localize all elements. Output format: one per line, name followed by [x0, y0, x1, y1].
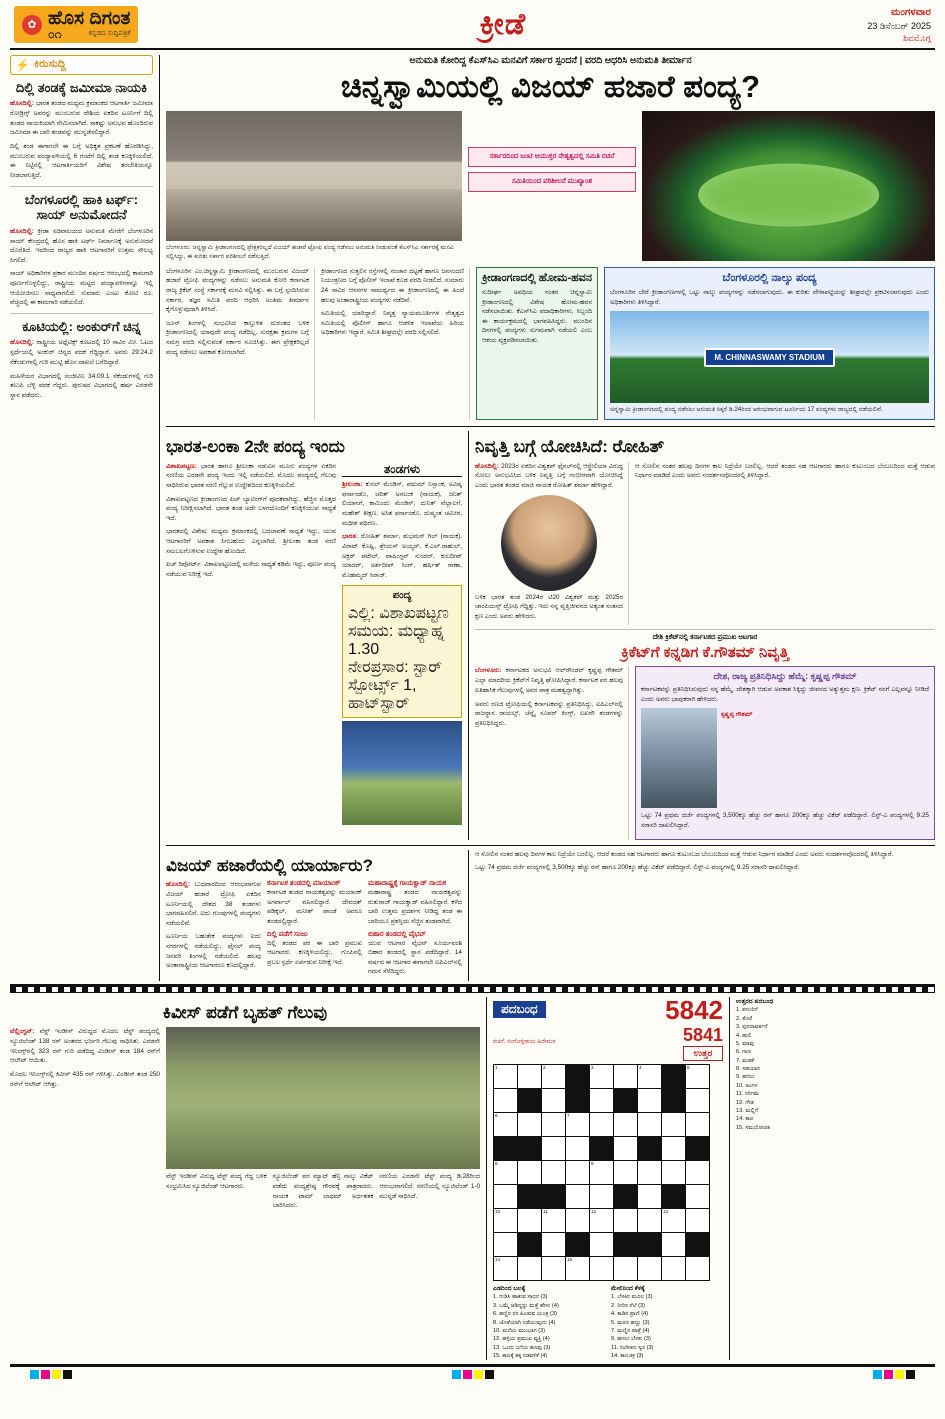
- lead-col2b: ಸಮಿತಿಯಲ್ಲಿ ಯಾರಿದ್ದಾರೆ: ನಿವೃತ್ತ ನ್ಯಾಯಮೂರ್ತಿಗಳ ನೇತೃತ್ವದ ಸಮಿತಿಯಲ್ಲಿ ಪೊಲೀಸ್ ಹಾಗೂ ಆಡಳಿತ ಇಲಾಖೆಯ ಹಿರಿಯ ಅಧಿಕಾರಿಗಳು ಇದ್ದಾರೆ. ಸಮಿತಿ ಶೀಘ್ರದಲ್ಲೇ ವರದಿ ಸಲ್ಲಿಸಲಿದೆ.: [321, 310, 464, 337]
- clue-down-0: 1. ಬೆಳಕಿನ ಮೂಲ (3): [611, 1294, 653, 1301]
- cell: [686, 1089, 709, 1112]
- lead-col2: ಕ್ರೀಡಾಂಗಣದ ಸುತ್ತಲಿನ ರಸ್ತೆಗಳಲ್ಲಿ ಸಂಚಾರ ದಟ್ಟಣೆ ಹಾಗೂ ಜನಸಂದಣಿ ನಿಯಂತ್ರಣದ ಬಗ್ಗೆ ಪೊಲೀಸ್ ಇಲಾಖೆ ಕೂಡ ವರದಿ ನೀಡಲಿದೆ. ಸುಮಾರು 24 ಸಾವಿರ ಆಸನಗಳ ಸಾಮರ್ಥ್ಯದ ಈ ಕ್ರೀಡಾಂಗಣದಲ್ಲಿ ಈ ಹಿಂದೆ ಹಲವು ಅಂತಾರಾಷ್ಟ್ರೀಯ ಪಂದ್ಯಗಳು ನಡೆದಿವೆ.: [321, 267, 464, 304]
- date-full: 23 ಡಿಸೆಂಬರ್ 2025: [867, 20, 931, 31]
- cell: [566, 1161, 589, 1184]
- clue-across-4: 10. ಮನೆಯ ಮುಂಭಾಗ (3): [493, 1327, 546, 1334]
- clue-across-1: 3. ಒಮ್ಮೆ ಆಡಿದ್ದನ್ನು ಮತ್ತೆ ಹೇಳು (4): [493, 1302, 559, 1309]
- kiru-suddi-label: ಕಿರುಸುದ್ದಿ: [33, 58, 66, 71]
- answers-head: ಉತ್ತರದ ಪದಬಂಧ: [736, 997, 774, 1005]
- hazare-sub4: ದಿಲ್ಲಿ ತಂಡದ ಪರ ಈ ಬಾರಿ ಪ್ರಮುಖ ಆಟಗಾರರು ಕಣಕ್ಕಿಳಿಯಲಿದ್ದು, ಗುಂಪಿನಲ್ಲಿ ಪ್ರಬಲ ಸ್ಪರ್ಧೆ ಏರ್ಪಡುವ ನಿರೀಕ್ಷೆ ಇದೆ.: [267, 939, 362, 966]
- gowtham-filler-text: ಒಟ್ಟು 74 ಪ್ರಥಮ ದರ್ಜೆ ಪಂದ್ಯಗಳಲ್ಲಿ 3,500ಕ್ಕೂ ಹೆಚ್ಚು ರನ್ ಹಾಗೂ 200ಕ್ಕೂ ಹೆಚ್ಚು ವಿಕೆಟ್ ಪಡೆದಿದ್ದಾರೆ. ಲಿಸ್ಟ್-ಎ ಪಂದ್ಯಗಳಲ್ಲಿ 9.25 ಸರಾಸರಿ ದಾಖಲಿಸಿದ್ದಾರೆ.: [475, 864, 800, 872]
- clue-down-5: 9. ಹಗಲು ಬೆಳಕು (3): [611, 1336, 651, 1343]
- page-body: [10, 50, 935, 981]
- gowtham-head: ಕ್ರಿಕೆಟ್‌ಗೆ ಕನ್ನಡಿಗ ಕೆ.ಗೌತಮ್ ನಿವೃತ್ತಿ: [621, 644, 789, 662]
- srilanka-body: ಭಾರತ ಹಾಗೂ ಶ್ರೀಲಂಕಾ ನಡುವಿನ ಮೂರು ಪಂದ್ಯಗಳ ಏಕದಿನ ಸರಣಿಯ ಎರಡನೇ ಪಂದ್ಯ ಇಂದು ಇಲ್ಲಿ ನಡೆಯಲಿದೆ. ಮೊದಲ ಪಂದ್ಯದಲ್ಲಿ ಗೆಲುವು ಸಾಧಿಸಿರುವ ಭಾರತ ಸರಣಿ ಗೆಲ್ಲುವ ಉದ್ದೇಶದಿಂದ ಕಣಕ್ಕಿಳಿಯಲಿದೆ.: [166, 462, 336, 490]
- sidebar-item-2-head: ಕೂಟಿಯಲ್ಲಿ: ಅಂಕುರ್‌ಗೆ ಚಿನ್ನ: [22, 318, 141, 334]
- cell-block: [518, 1233, 541, 1256]
- highlight-box-2: [468, 172, 636, 192]
- cell-block: [518, 1089, 541, 1112]
- rohit-photo: [501, 495, 597, 591]
- section-title: ಕ್ರೀಡೆ: [479, 7, 527, 41]
- match-info-title: ಪಂದ್ಯ: [392, 589, 412, 601]
- cell: [638, 1089, 661, 1112]
- crossword-grid[interactable]: [493, 1064, 710, 1281]
- answer-13: 14. ಕಾಲ: [736, 1116, 754, 1123]
- cell: [614, 1257, 637, 1280]
- team-ind-list: ರೋಹಿತ್ ಶರ್ಮಾ, ಶುಭಮನ್ ಗಿಲ್ (ನಾಯಕ), ವಿರಾಟ್ ಕೊಹ್ಲಿ, ಶ್ರೇಯಸ್ ಅಯ್ಯರ್, ಕೆ.ಎಲ್.ರಾಹುಲ್, ಅಕ್ಷರ್ ಪಟೇಲ್, ವಾಷಿಂಗ್ಟನ್ ಸುಂದರ್, ಕುಲದೀಪ್ ಯಾದವ್, ಅರ್ಶದೀಪ್ ಸಿಂಗ್, ಹರ್ಷಿತ್ ರಾಣಾ, ಮೊಹಮ್ಮದ್ ಸಿರಾಜ್.: [342, 533, 463, 579]
- cell: [518, 1209, 541, 1232]
- cell: [542, 1161, 565, 1184]
- cell: [494, 1233, 517, 1256]
- hazare-sub1: ಮಹಾರಾಷ್ಟ್ರ ತಂಡದ ನಾಯಕತ್ವವನ್ನು ರುತುರಾಜ್ ಗಾಯಕ್ವಾಡ್ ವಹಿಸಲಿದ್ದಾರೆ. ಕಳೆದ ಬಾರಿ ಉತ್ತಮ ಪ್ರದರ್ಶನ ನೀಡಿದ್ದ ತಂಡ ಈ ಬಾರಿಯೂ ಪ್ರಶಸ್ತಿಯ ನೆಚ್ಚಿನ ತಂಡವಾಗಿದೆ.: [368, 889, 462, 925]
- clue-across-0: 1. ಗುಡಿಸಿ ಹಾಕುವ ಸಾಧನ (3): [493, 1294, 548, 1301]
- hazare-band: [166, 850, 935, 981]
- cell: [518, 1065, 541, 1088]
- stadium-sign-text: M. CHINNASWAMY STADIUM: [704, 348, 834, 367]
- sidebar-item-2-body: ರಾಷ್ಟ್ರೀಯ ಅಥ್ಲೆಟಿಕ್ಸ್ ಕೂಟದಲ್ಲಿ 10 ಸಾವಿರ ಮೀ. ಓಟದ ಸ್ಪರ್ಧೆಯಲ್ಲಿ ಅಂಕುರ್ ಚಿನ್ನದ ಪದಕ ಗೆದ್ದಿದ್ದಾರೆ. ಅವರು 29:24.2 ಸೆಕೆಂಡುಗಳಲ್ಲಿ ಗುರಿ ಮುಟ್ಟಿ ಹೊಸ ದಾಖಲೆ ಬರೆದಿದ್ದಾರೆ.: [10, 339, 153, 366]
- gowtham-photo: [641, 708, 717, 808]
- sidebar-item-1-kicker: ಹೊಸದಿಲ್ಲಿ:: [10, 227, 34, 235]
- answer-3: 4. ಹುಲಿ: [736, 1032, 752, 1039]
- blue-panel: [604, 267, 935, 420]
- answers-block: [736, 997, 935, 1361]
- highlight-box-1-text: ಸರ್ಕಾರದಿಂದ ಜಂಟಿ ಆಯುಕ್ತರ ನೇತೃತ್ವದಲ್ಲಿ ಸಮಿತಿ ರಚನೆ: [489, 152, 615, 160]
- cell: 2: [542, 1065, 565, 1088]
- gowtham-quote-head: ದೇಶ, ರಾಜ್ಯ ಪ್ರತಿನಿಧಿಸಿದ್ದು ಹೆಮ್ಮೆ: ಕೃಷ್ಣಪ್ಪ ಗೌತಮ್: [713, 671, 857, 682]
- puzzle-prev-label: ಉತ್ತರ: [683, 1046, 723, 1061]
- cell: [662, 1233, 685, 1256]
- cell-block: [638, 1137, 661, 1160]
- highlight-box-2-text: ಸಮಿತಿಯಿಂದ ಪರಿಶೀಲನೆ ಮುಖ್ಯಾಂಶ: [511, 177, 593, 185]
- cell: [614, 1161, 637, 1184]
- green-panel-body: ಸುದೀರ್ಘ ಅವಧಿಯ ನಂತರ ಚಿನ್ನಸ್ವಾಮಿ ಕ್ರೀಡಾಂಗಣದಲ್ಲಿ ವಿಶೇಷ ಹೋಮ-ಹವನ ನಡೆಸಲಾಯಿತು. ಕೆಎಸ್‌ಸಿಎ ಪದಾಧಿಕಾರಿಗಳು, ಸಿಬ್ಬಂದಿ ಈ ಕಾರ್ಯಕ್ರಮದಲ್ಲಿ ಭಾಗವಹಿಸಿದ್ದರು. ಮುಂದಿನ ದಿನಗಳಲ್ಲಿ ಪಂದ್ಯಗಳು ಸುಗಮವಾಗಿ ನಡೆಯಲಿ ಎಂಬ ಆಶಯ ವ್ಯಕ್ತಪಡಿಸಲಾಯಿತು.: [482, 288, 592, 344]
- gowtham-overline: ದೇಶಿ ಕ್ರಿಕೆಟ್‌ನಲ್ಲಿ ಕರ್ನಾಟಕದ ಪ್ರಮುಖ ಆಟಗಾರ: [652, 634, 758, 642]
- cell-block: [566, 1065, 589, 1088]
- kiwi-caption: ವೆಸ್ಟ್ ಇಂಡೀಸ್ ವಿರುದ್ಧ ಟೆಸ್ಟ್ ಪಂದ್ಯ ಗೆದ್ದ ಬಳಿಕ ಸಂಭ್ರಮಿಸಿದ ನ್ಯೂಜಿಲೆಂಡ್ ಆಟಗಾರರು.: [166, 1173, 267, 1190]
- answer-7: 8. ಸಹಯಾನ: [736, 1066, 761, 1073]
- kiwi-kicker: ವೆಲ್ಲಿಂಗ್ಟನ್:: [10, 1028, 35, 1036]
- down-head: ಮೇಲಿನಿಂದ ಕೆಳಕ್ಕೆ: [611, 1284, 645, 1292]
- lead-text-col-1: [166, 267, 315, 420]
- hazare-body2: ಟೂರ್ನಿಯ ಬಹುತೇಕ ಪಂದ್ಯಗಳು ಐದು ನಗರಗಳಲ್ಲಿ ನಡೆಯಲಿದ್ದು, ಫೈನಲ್ ಪಂದ್ಯ ಜನವರಿ ತಿಂಗಳಲ್ಲಿ ನಡೆಯಲಿದೆ. ಹಲವು ಅಂತಾರಾಷ್ಟ್ರೀಯ ಆಟಗಾರರೂ ಕಣದಲ್ಲಿದ್ದಾರೆ.: [166, 933, 261, 970]
- gowtham-story: [475, 634, 935, 839]
- rohit-head: ನಿವೃತ್ತಿ ಬಗ್ಗೆ ಯೋಚಿಸಿದೆ: ರೋಹಿತ್: [475, 437, 665, 457]
- clue-across-7: 15. ಕಾಲಕ್ಕೆ ತಕ್ಕ ನಡವಳಿಕೆ (4): [493, 1353, 548, 1360]
- cell: [542, 1089, 565, 1112]
- answer-14: 15. ಸಮಯೋಚಿತ: [736, 1124, 771, 1131]
- cell: [590, 1089, 613, 1112]
- cell: [686, 1257, 709, 1280]
- cell-block: [566, 1089, 589, 1112]
- match-info-line-2: ನೇರಪ್ರಸಾರ: ಸ್ಟಾರ್ ಸ್ಪೋರ್ಟ್ಸ್ 1, ಹಾಟ್‌ಸ್ಟಾರ್: [348, 658, 443, 712]
- cell: [662, 1257, 685, 1280]
- sidebar-item-2: [10, 319, 153, 401]
- clue-across-5: 12. ಹಳ್ಳಿಯ ಪ್ರಮುಖ ವ್ಯಕ್ತಿ (4): [493, 1336, 550, 1343]
- cmyk-right: [873, 1370, 915, 1379]
- cell: [614, 1113, 637, 1136]
- srilanka-body2: ವಿಶಾಖಪಟ್ಟಣದ ಕ್ರೀಡಾಂಗಣದ ಪಿಚ್ ಬ್ಯಾಟಿಂಗ್‌ಗೆ ಪೂರಕವಾಗಿದ್ದು, ಹೆಚ್ಚಿನ ಮೊತ್ತದ ಪಂದ್ಯ ನಿರೀಕ್ಷಿಸಲಾಗಿದೆ. ಭಾರತ ತಂಡ ಅದೇ ಬಳಗದೊಂದಿಗೆ ಕಣಕ್ಕಿಳಿಯುವ ಸಾಧ್ಯತೆ ಇದೆ.: [166, 495, 336, 522]
- cell: [638, 1185, 661, 1208]
- cell-block: [542, 1185, 565, 1208]
- date-place: ಶಿವಮೊಗ್ಗ: [903, 32, 931, 43]
- cell: [638, 1209, 661, 1232]
- bottom-band: [10, 994, 935, 1361]
- clue-down-3: 5. ಮರದ ಹಣ್ಣು (3): [611, 1319, 650, 1326]
- sidebar-item-0-head: ದಿಲ್ಲಿ ತಂಡಕ್ಕೆ ಜಮೀಮಾ ನಾಯಕಿ: [15, 79, 148, 95]
- gowtham-photo-caption: ಕೃಷ್ಣಪ್ಪ ಗೌತಮ್: [721, 711, 753, 719]
- cell: [590, 1257, 613, 1280]
- srilanka-kicker: ವಿಶಾಖಪಟ್ಟಣ:: [166, 462, 197, 470]
- cell: [638, 1257, 661, 1280]
- cell: 10: [494, 1209, 517, 1232]
- clue-down-1: 2. ನೀರಿನ ಸೆಲೆ (3): [611, 1302, 645, 1309]
- teams-head: ತಂಡಗಳು: [342, 462, 462, 477]
- cell: [590, 1113, 613, 1136]
- cell: 4: [638, 1065, 661, 1088]
- team-ind-label: ಭಾರತ:: [342, 533, 359, 541]
- answer-1: 2. ತೊರೆ: [736, 1015, 753, 1022]
- cmyk-center: [452, 1370, 494, 1379]
- decorative-divider: [10, 984, 935, 993]
- content-column: [166, 55, 935, 981]
- cell-block: [662, 1089, 685, 1112]
- gowtham-body2: ಅವರು ರಣಜಿ ಟ್ರೋಫಿಯಲ್ಲಿ ಕರ್ನಾಟಕವನ್ನು ಪ್ರತಿನಿಧಿಸಿದ್ದು, ಐಪಿಎಲ್‌ನಲ್ಲಿ ರಾಜಸ್ಥಾನ ರಾಯಲ್ಸ್, ಚೆನ್ನೈ ಸೂಪರ್ ಕಿಂಗ್ಸ್, ಲಖನೌ ತಂಡಗಳನ್ನು ಪ್ರತಿನಿಧಿಸಿದ್ದರು.: [475, 700, 623, 727]
- rohit-gowtham-column: [475, 431, 935, 840]
- gowtham-stat: ಒಟ್ಟು 74 ಪ್ರಥಮ ದರ್ಜೆ ಪಂದ್ಯಗಳಲ್ಲಿ 3,500ಕ್ಕೂ ಹೆಚ್ಚು ರನ್ ಹಾಗೂ 200ಕ್ಕೂ ಹೆಚ್ಚು ವಿಕೆಟ್ ಪಡೆದಿದ್ದಾರೆ. ಲಿಸ್ಟ್-ಎ ಪಂದ್ಯಗಳಲ್ಲಿ 9.25 ಸರಾಸರಿ ದಾಖಲಿಸಿದ್ದಾರೆ.: [641, 812, 929, 830]
- answer-10: 11. ಸರಿಗಮ: [736, 1091, 760, 1098]
- cell-block: [686, 1233, 709, 1256]
- crossword-block: [493, 994, 730, 1361]
- sidebar-item-0-kicker: ಹೊಸದಿಲ್ಲಿ:: [10, 100, 34, 108]
- cell: [686, 1161, 709, 1184]
- cell-block: [614, 1185, 637, 1208]
- cell: 12: [590, 1209, 613, 1232]
- cell: [614, 1137, 637, 1160]
- clue-down-6: 11. ಸಂಗೀತದ ಸ್ವರ (3): [611, 1344, 654, 1351]
- green-panel: [476, 267, 598, 420]
- cell: [566, 1209, 589, 1232]
- cell: [614, 1065, 637, 1088]
- cell: [686, 1209, 709, 1232]
- cell: 15: [566, 1257, 589, 1280]
- srilanka-story: [166, 431, 469, 840]
- kiwi-body3: ಮೊದಲ ಇನಿಂಗ್ಸ್‌ನಲ್ಲಿ ಕಿವೀಸ್ 435 ರನ್ ಗಳಿಸಿತ್ತು. ವಿಂಡೀಸ್ ತಂಡ 250 ರನ್‌ಗೆ ಆಲೌಟ್ ಆಗಿತ್ತು.: [10, 1071, 160, 1088]
- answer-0: 1. ಕಸಬರಿಗೆ: [736, 1007, 758, 1014]
- sidebar-item-2-kicker: ಹೊಸದಿಲ್ಲಿ:: [10, 339, 34, 347]
- cell-block: [494, 1137, 517, 1160]
- clue-across-3: 8. ಜೊತೆಯಾಗಿ ನಡೆಯುವುದು (4): [493, 1319, 556, 1326]
- clue-down-4: 7. ಮಣ್ಣಿನ ಪಾತ್ರೆ (4): [611, 1327, 650, 1334]
- cell: [590, 1233, 613, 1256]
- green-panel-head: ಕ್ರೀಡಾಂಗಣದಲ್ಲಿ ಹೋಮ-ಹವನ: [482, 271, 592, 284]
- cell: 1: [494, 1065, 517, 1088]
- across-head: ಎಡದಿಂದ ಬಲಕ್ಕೆ: [493, 1284, 526, 1292]
- lead-text-col-2: [321, 267, 470, 420]
- blue-panel-caption: ಚಿನ್ನಸ್ವಾಮಿ ಕ್ರೀಡಾಂಗಣದಲ್ಲಿ ಪಂದ್ಯ ನಡೆಸಲು ಅನುಮತಿ ಸಿಕ್ಕರೆ ಡಿ.24ರಿಂದ ಆರಂಭವಾಗುವ ಟೂರ್ನಿಯ 17 ಪಂದ್ಯಗಳು ರಾಜ್ಯದಲ್ಲಿ ನಡೆಯಲಿವೆ.: [610, 406, 883, 414]
- srilanka-head: ಭಾರತ-ಲಂಕಾ 2ನೇ ಪಂದ್ಯ ಇಂದು: [166, 437, 345, 457]
- gowtham-kicker: ಬೆಂಗಳೂರು:: [475, 667, 502, 675]
- kiwi-story: [10, 997, 487, 1361]
- cell: 8: [494, 1161, 517, 1184]
- masthead: [10, 0, 935, 50]
- sidebar-item-0-body2: ದಿಲ್ಲಿ ತಂಡ ಈಗಾಗಲೇ ಈ ಬಗ್ಗೆ ಅಧಿಕೃತ ಪ್ರಕಟಣೆ ಹೊರಡಿಸಿದ್ದು, ಮುಂಬರುವ ಪಂದ್ಯಾವಳಿಯಲ್ಲಿ 6 ಗಂಟೆಗೆ ದಿಲ್ಲಿ ತಂಡ ಕಣಕ್ಕಿಳಿಯಲಿದೆ. ಈ ನಿಟ್ಟಿನಲ್ಲಿ ಆಟಗಾರ್ತಿಯರಿಗೆ ವಿಶೇಷ ತರಬೇತಿಯನ್ನೂ ನೀಡಲಾಗುತ್ತಿದೆ.: [10, 143, 153, 179]
- lead-overline: ಅನುಮತಿ ಕೋರಿದ್ದ ಕೆಎಸ್‌ಸಿಎ ಮನವಿಗೆ ಸರ್ಕಾರ ಸ್ಪಂದನೆ | ವರದಿ ಆಧರಿಸಿ ಅನುಮತಿ ತೀರ್ಮಾನ: [409, 54, 692, 66]
- kiru-suddi-tag: [10, 55, 153, 75]
- answer-6: 7. ಮಡಕೆ: [736, 1057, 754, 1064]
- clue-down-7: 14. ಕಾಲಚಕ್ರ (3): [611, 1353, 644, 1360]
- cell: [566, 1185, 589, 1208]
- rohit-filler-text: ಆ ಸೋಲಿನ ನಂತರ ಹಲವು ದಿನಗಳ ಕಾಲ ನಿದ್ರೆಯೇ ಬರಲಿಲ್ಲ. ಆದರೆ ತಂಡದ ಸಹ ಆಟಗಾರರು ಹಾಗೂ ಕುಟುಂಬದ ಬೆಂಬಲದಿಂದ ಮತ್ತೆ ಆಡುವ ನಿರ್ಧಾರ ಮಾಡಿದೆ ಎಂದು ಅವರು ಸಂದರ್ಶನವೊಂದರಲ್ಲಿ ತಿಳಿಸಿದ್ದಾರೆ.: [475, 850, 894, 858]
- newspaper-logo: [14, 6, 138, 43]
- lead-col1: ಬೆಂಗಳೂರಿನ ಎಂ.ಚಿನ್ನಸ್ವಾಮಿ ಕ್ರೀಡಾಂಗಣದಲ್ಲಿ ಮುಂಬರುವ ವಿಜಯ್ ಹಜಾರೆ ಟ್ರೋಫಿ ಪಂದ್ಯಗಳನ್ನು ನಡೆಸಲು ಅನುಮತಿ ಕೋರಿ ಕರ್ನಾಟಕ ರಾಜ್ಯ ಕ್ರಿಕೆಟ್ ಸಂಸ್ಥೆ ಸರ್ಕಾರಕ್ಕೆ ಮನವಿ ಸಲ್ಲಿಸಿತ್ತು. ಈ ಬಗ್ಗೆ ಸ್ಪಂದಿಸಿರುವ ಸರ್ಕಾರ, ತಜ್ಞರ ಸಮಿತಿ ವರದಿ ಆಧರಿಸಿ ಅಂತಿಮ ತೀರ್ಮಾನ ಕೈಗೊಳ್ಳುವುದಾಗಿ ತಿಳಿಸಿದೆ.: [166, 267, 309, 314]
- lead-photo-stadium: [642, 111, 935, 261]
- hazare-sub1-head: ಮಹಾರಾಷ್ಟ್ರಕ್ಕೆ ಗಾಯಕ್ವಾಡ್ ನಾಯಕ: [368, 880, 446, 888]
- cell: [638, 1113, 661, 1136]
- hazare-sub4-head: ದಿಲ್ಲಿ ಪಡೆಗೆ ಸಂಜು: [267, 930, 308, 938]
- cell-block: [614, 1233, 637, 1256]
- team-sl-list: ಕುಸಲ್ ಮೆಂಡಿಸ್, ಪಥುಮ್ ನಿಸ್ಸಾಂಕ, ಅವಿಷ್ಕ ಫರ್ನಾಂಡೊ, ಚರಿತ್ ಅಸಲಂಕ (ನಾಯಕ), ಜನಿತ್ ಲಿಯಾನಗೆ, ಕಾಮಿಂದು ಮೆಂಡಿಸ್, ದುನಿತ್ ವೆಲ್ಲಾಲಗೆ, ಮಹೇಶ್ ತೀಕ್ಷಣ, ಅಸಿತ ಫರ್ನಾಂಡೊ, ದುಷ್ಮಂತ ಚಮೀರ, ಮಥೀಶ ಪಥಿರಣ.: [342, 480, 462, 527]
- gowtham-quote-box: [635, 666, 935, 839]
- hazare-sub2: ಕರ್ನಾಟಕ ತಂಡದ ನಾಯಕತ್ವವನ್ನು ಮಯಾಂಕ್ ಅಗರ್ವಾಲ್ ವಹಿಸಲಿದ್ದಾರೆ. ದೇವದತ್ ಪಡಿಕ್ಕಲ್, ಮನೀಶ್ ಪಾಂಡೆ ಅವರೂ ತಂಡದಲ್ಲಿದ್ದಾರೆ.: [267, 889, 362, 925]
- puzzle-title: ಪದಬಂಧ: [493, 1001, 546, 1018]
- cell: [686, 1113, 709, 1136]
- cell: [662, 1161, 685, 1184]
- cell: [494, 1089, 517, 1112]
- hazare-story: [166, 850, 469, 981]
- puzzle-subtitle: ರಚನೆ: ಸಂಗೊಳ್ಳಿರಾಯ ಹಿರೇಮಠ: [493, 1039, 556, 1046]
- match-info-line-0: ಎಲ್ಲಿ: ವಿಶಾಖಪಟ್ಟಣ: [348, 604, 449, 622]
- cell: [518, 1113, 541, 1136]
- brand-name: ಹೊಸ ದಿಗಂತ: [48, 8, 131, 30]
- rohit-body: 2023ರ ಏಕದಿನ ವಿಶ್ವಕಪ್ ಫೈನಲ್‌ನಲ್ಲಿ ಆಸ್ಟ್ರೇಲಿಯಾ ವಿರುದ್ಧ ಸೋಲು ಅನುಭವಿಸಿದ ಬಳಿಕ ನಿವೃತ್ತಿ ಬಗ್ಗೆ ಗಂಭೀರವಾಗಿ ಯೋಚಿಸಿದ್ದೆ ಎಂದು ಭಾರತ ತಂಡದ ಮಾಜಿ ನಾಯಕ ರೋಹಿತ್ ಶರ್ಮಾ ಹೇಳಿದ್ದಾರೆ.: [475, 462, 624, 490]
- puzzle-prev-number: 5841: [682, 1024, 723, 1045]
- clue-down-2: 4. ಕಾಡಿನ ಪ್ರಾಣಿ (4): [611, 1311, 649, 1318]
- answer-9: 10. ಅಂಗಳ: [736, 1082, 758, 1089]
- cell: [662, 1137, 685, 1160]
- logo-flower-icon: ✿: [22, 15, 42, 35]
- lightning-icon: ⚡: [15, 57, 30, 72]
- cell-block: [638, 1233, 661, 1256]
- cell: [662, 1113, 685, 1136]
- batsman-photo: [342, 721, 462, 825]
- sidebar-column: [10, 55, 160, 981]
- match-info-line-1: ಸಮಯ: ಮಧ್ಯಾಹ್ನ 1.30: [348, 622, 445, 658]
- cell: 11: [542, 1209, 565, 1232]
- cell: [542, 1113, 565, 1136]
- cell-block: [590, 1137, 613, 1160]
- hazare-body: ಬುಧವಾರದಿಂದ ಆರಂಭವಾಗುವ ವಿಜಯ್ ಹಜಾರೆ ಟ್ರೋಫಿ ಏಕದಿನ ಟೂರ್ನಿಯಲ್ಲಿ ದೇಶದ 38 ತಂಡಗಳು ಭಾಗವಹಿಸಲಿವೆ. ಐದು ಗುಂಪುಗಳಲ್ಲಿ ಪಂದ್ಯಗಳು ನಡೆಯಲಿವೆ.: [166, 881, 261, 927]
- footer-registration-marks: [10, 1367, 935, 1379]
- cell: 6: [494, 1113, 517, 1136]
- answer-12: 13. ಮಲ್ಲಿಗೆ: [736, 1108, 759, 1115]
- cell: [494, 1185, 517, 1208]
- cell: [542, 1257, 565, 1280]
- sidebar-item-1-body2: ಸಾಯ್ ಅಧಿಕಾರಿಗಳ ಪ್ರಕಾರ ಮುಂದಿನ ವರ್ಷದ ಆರಂಭದಲ್ಲಿ ಕಾಮಗಾರಿ ಪೂರ್ಣಗೊಳ್ಳಲಿದ್ದು, ರಾಷ್ಟ್ರೀಯ ಮಟ್ಟದ ಪಂದ್ಯಾವಳಿಗಳನ್ನೂ ಇಲ್ಲಿ ಆಯೋಜಿಸಲು ಸಾಧ್ಯವಾಗಲಿದೆ. ಸುಮಾರು ಎಂಟು ಕೋಟಿ ರೂ. ವೆಚ್ಚದಲ್ಲಿ ಈ ಕಾಮಗಾರಿ ನಡೆಯಲಿದೆ.: [10, 270, 153, 307]
- cell: 7: [566, 1113, 589, 1136]
- rohit-body2: ಆ ಸೋಲಿನ ನಂತರ ಹಲವು ದಿನಗಳ ಕಾಲ ನಿದ್ರೆಯೇ ಬರಲಿಲ್ಲ. ಆದರೆ ತಂಡದ ಸಹ ಆಟಗಾರರು ಹಾಗೂ ಕುಟುಂಬದ ಬೆಂಬಲದಿಂದ ಮತ್ತೆ ಆಡುವ ನಿರ್ಧಾರ ಮಾಡಿದೆ ಎಂದು ಅವರು ಸಂದರ್ಶನವೊಂದರಲ್ಲಿ ತಿಳಿಸಿದ್ದಾರೆ.: [635, 462, 935, 480]
- highlight-box-1: [468, 147, 636, 167]
- kiwi-head: ಕಿವೀಸ್ ಪಡೆಗೆ ಬೃಹತ್ ಗೆಲುವು: [162, 1002, 328, 1022]
- hazare-sub3-head: ಬಿಹಾರ ತಂಡದಲ್ಲಿ ವೈಭವ್: [368, 930, 426, 938]
- second-band: [166, 431, 935, 840]
- date-day: ಮಂಗಳವಾರ: [890, 7, 931, 18]
- clue-across-2: 6. ಹಣ್ಣಿನ ರಸ ಹಿಂಡುವ ಯಂತ್ರ (3): [493, 1311, 557, 1318]
- cell: [518, 1161, 541, 1184]
- answer-5: 6. ಗಾಣ: [736, 1049, 752, 1056]
- cell: [542, 1233, 565, 1256]
- hazare-right-filler: [475, 850, 935, 981]
- sidebar-item-1-body: ಕ್ರೀಡಾ ಸಚಿವಾಲಯದ ಅನುಮತಿ ಮೇರೆಗೆ ಬೆಂಗಳೂರಿನ ಸಾಯ್ ಕೇಂದ್ರದಲ್ಲಿ ಹೊಸ ಹಾಕಿ ಟರ್ಫ್ ನಿರ್ಮಾಣಕ್ಕೆ ಅನುಮೋದನೆ ದೊರೆತಿದೆ. ಇದರಿಂದ ರಾಜ್ಯದ ಹಾಕಿ ಆಟಗಾರರಿಗೆ ಉತ್ತಮ ಸೌಲಭ್ಯ ಸಿಗಲಿದೆ.: [10, 227, 153, 264]
- lead-photo-caption: ಬೆಂಗಳೂರು: ಚಿನ್ನಸ್ವಾಮಿ ಕ್ರೀಡಾಂಗಣದಲ್ಲಿ ಪ್ರೇಕ್ಷಕರಿಲ್ಲದೆ ವಿಜಯ್ ಹಜಾರೆ ಟ್ರೋಫಿ ಪಂದ್ಯ ನಡೆಸಲು ಅನುಮತಿ ನೀಡುವಂತೆ ಕೆಎಸ್‌ಸಿಎ ಸರ್ಕಾರಕ್ಕೆ ಮನವಿ ಸಲ್ಲಿಸಿದ್ದು, ಈ ಕುರಿತು ಸರ್ಕಾರ ಪರಿಶೀಲನೆ ನಡೆಸುತ್ತಿದೆ.: [166, 243, 454, 260]
- cell: 14: [494, 1257, 517, 1280]
- blue-panel-sub: ಬೆಂಗಳೂರಿನ ಬೇರೆ ಕ್ರೀಡಾಂಗಣಗಳಲ್ಲಿ ಒಟ್ಟು ನಾಲ್ಕು ಪಂದ್ಯಗಳನ್ನು ನಡೆಸಲಾಗುವುದು. ಈ ಕುರಿತು ವೇಳಾಪಟ್ಟಿಯನ್ನು ಶೀಘ್ರದಲ್ಲೇ ಪ್ರಕಟಿಸಲಾಗುವುದು ಎಂದು ಅಧಿಕಾರಿಗಳು ತಿಳಿಸಿದ್ದಾರೆ.: [610, 288, 929, 306]
- lead-photo-meeting: [166, 111, 462, 241]
- rohit-body3: ಬಳಿಕ ಭಾರತ ತಂಡ 2024ರ ಟಿ20 ವಿಶ್ವಕಪ್ ಮತ್ತು 2025ರ ಚಾಂಪಿಯನ್ಸ್ ಟ್ರೋಫಿ ಗೆದ್ದಿತ್ತು. ಇದು ನನ್ನ ವೃತ್ತಿಜೀವನದ ಅತ್ಯಂತ ಸಂತಸದ ಕ್ಷಣ ಎಂದು ಅವರು ಹೇಳಿದರು.: [475, 593, 623, 620]
- cell-block: [566, 1233, 589, 1256]
- cell: [638, 1161, 661, 1184]
- cmyk-left: [30, 1370, 72, 1379]
- masthead-date-block: [867, 6, 931, 44]
- cell: [518, 1257, 541, 1280]
- rohit-kicker: ಹೊಸದಿಲ್ಲಿ:: [475, 462, 499, 470]
- match-info-box: [342, 585, 462, 718]
- brand-subtitle: ಕನ್ನಡದ ಸುದ್ದಿಪತ್ರಿಕೆ: [88, 30, 131, 38]
- sidebar-item-0-body: ಭಾರತ ತಂಡದ ಮಧ್ಯಮ ಕ್ರಮಾಂಕದ ಆಟಗಾರ್ತಿ ಜಮೀಮಾ ರೋಡ್ರಿಗ್ಸ್ ಅವರನ್ನು ಮುಂಬರುವ ದೇಶಿಯ ಏಕದಿನ ಟೂರ್ನಿಗೆ ದಿಲ್ಲಿ ತಂಡದ ನಾಯಕಿಯಾಗಿ ನೇಮಿಸಲಾಗಿದೆ. ಸಾಕಷ್ಟು ಅನುಭವ ಹೊಂದಿರುವ ಜಮೀಮಾ ಈ ಬಾರಿ ತಂಡವನ್ನು ಮುನ್ನಡೆಸಲಿದ್ದಾರೆ.: [10, 100, 153, 137]
- sidebar-item-0: [10, 80, 153, 181]
- srilanka-pitch: ಪಿಚ್ ರಿಪೋರ್ಟ್: ವಿಶಾಖಪಟ್ಟಣದಲ್ಲಿ ಮಳೆಯ ಸಾಧ್ಯತೆ ಕಡಿಮೆ ಇದ್ದು, ಪೂರ್ಣ ಪಂದ್ಯ ನಡೆಯುವ ನಿರೀಕ್ಷೆ ಇದೆ.: [166, 561, 336, 578]
- cell-block: [686, 1137, 709, 1160]
- cell: 9: [590, 1161, 613, 1184]
- lead-headline: ಚಿನ್ನಸ್ವಾಮಿಯಲ್ಲಿ ವಿಜಯ್ ಹಜಾರೆ ಪಂದ್ಯ?: [340, 69, 761, 105]
- sidebar-item-1-head: ಬೆಂಗಳೂರಲ್ಲಿ ಹಾಕಿ ಟರ್ಫ್: ಸಾಯ್ ಅನುಮೋದನೆ: [24, 191, 139, 223]
- cell: 5: [686, 1065, 709, 1088]
- hazare-kicker: ಹೊಸದಿಲ್ಲಿ:: [166, 881, 190, 889]
- cell: [590, 1185, 613, 1208]
- cell: [686, 1185, 709, 1208]
- srilanka-playing: ಭಾರತದಲ್ಲಿ ವಿಶೇಷ: ಮಧ್ಯಮ ಕ್ರಮಾಂಕದಲ್ಲಿ ಬದಲಾವಣೆ ಸಾಧ್ಯತೆ ಇದ್ದು, ಯುವ ಆಟಗಾರರಿಗೆ ಅವಕಾಶ ಸಿಗಬಹುದು ಎನ್ನಲಾಗಿದೆ. ಶ್ರೀಲಂಕಾ ತಂಡ ಸರಣಿ ಸಮಬಲಗೊಳಿಸುವ ಉದ್ದೇಶ ಹೊಂದಿದೆ.: [166, 528, 336, 555]
- edition-number: ೦೧: [48, 27, 62, 42]
- team-sl-label: ಶ್ರೀಲಂಕಾ:: [342, 480, 363, 488]
- cell-block: [518, 1137, 541, 1160]
- cell-block: [614, 1089, 637, 1112]
- hazare-sub3: ಯುವ ಆಟಗಾರ ವೈಭವ್ ಸೂರ್ಯವಂಶಿ ಬಿಹಾರ ತಂಡದಲ್ಲಿ ಸ್ಥಾನ ಪಡೆದಿದ್ದಾರೆ. 14 ವರ್ಷದ ಈ ಆಟಗಾರ ಈಗಾಗಲೇ ಐಪಿಎಲ್‌ನಲ್ಲಿ ಗಮನ ಸೆಳೆದಿದ್ದರು.: [368, 939, 462, 976]
- blue-panel-head: ಬೆಂಗಳೂರಲ್ಲಿ ನಾಲ್ಕು ಪಂದ್ಯ: [722, 271, 817, 284]
- cell-block: [518, 1185, 541, 1208]
- lead-col1b: ಜೂನ್ ತಿಂಗಳಲ್ಲಿ ಸಂಭವಿಸಿದ ಕಾಲ್ತುಳಿತ ದುರಂತದ ಬಳಿಕ ಕ್ರೀಡಾಂಗಣದಲ್ಲಿ ಯಾವುದೇ ಪಂದ್ಯ ನಡೆದಿಲ್ಲ. ಸುರಕ್ಷತಾ ಕ್ರಮಗಳ ಬಗ್ಗೆ ಸಮಗ್ರ ವರದಿ ಸಲ್ಲಿಸುವಂತೆ ಸರ್ಕಾರ ಸೂಚಿಸಿತ್ತು. ಈಗ ಪ್ರೇಕ್ಷಕರಿಲ್ಲದೆ ಪಂದ್ಯ ನಡೆಸಲು ಅವಕಾಶ ಕೋರಲಾಗಿದೆ.: [166, 319, 309, 356]
- cell: [614, 1209, 637, 1232]
- answer-2: 3. ಪುನರಾವರ್ತನೆ: [736, 1024, 768, 1031]
- cell-block: [662, 1185, 685, 1208]
- cell: 3: [590, 1065, 613, 1088]
- clue-across-6: 13. ಒಂದು ಬಗೆಯ ಹೂವು (3): [493, 1344, 551, 1351]
- chinnaswamy-photo: [610, 311, 929, 403]
- kiwi-extra: ಸರಣಿಯ ಎರಡನೇ ಟೆಸ್ಟ್ ಪಂದ್ಯ ಡಿ.28ರಿಂದ ಆರಂಭವಾಗಲಿದೆ. ಸರಣಿಯಲ್ಲಿ ನ್ಯೂಜಿಲೆಂಡ್ 1-0 ಮುನ್ನಡೆ ಸಾಧಿಸಿದೆ.: [379, 1173, 481, 1200]
- hazare-sub2-head: ಕರ್ನಾಟಕ ತಂಡದಲ್ಲಿ ಮಾಯಾಂಕ್: [267, 880, 341, 888]
- answer-4: 5. ಮಾವು: [736, 1040, 755, 1047]
- cell: [566, 1137, 589, 1160]
- lead-story: [166, 55, 935, 420]
- puzzle-number: 5842: [665, 994, 723, 1025]
- gowtham-quote-body: ಕರ್ನಾಟಕವನ್ನು ಪ್ರತಿನಿಧಿಸಿರುವುದು ನನ್ನ ಹೆಮ್ಮೆ. ದೇಶಕ್ಕಾಗಿ ಆಡುವ ಅವಕಾಶ ಸಿಕ್ಕಿದ್ದು ಜೀವನದ ಅತ್ಯುತ್ತಮ ಕ್ಷಣ. ಕ್ರಿಕೆಟ್ ನನಗೆ ಎಲ್ಲವನ್ನೂ ನೀಡಿದೆ ಎಂದು ಅವರು ಭಾವುಕರಾಗಿ ಹೇಳಿದರು.: [641, 686, 929, 703]
- sidebar-item-1: [10, 192, 153, 308]
- kiwi-photo: [166, 1027, 480, 1169]
- hazare-head: ವಿಜಯ್ ಹಜಾರೆಯಲ್ಲಿ ಯಾರ್ಯಾರು?: [166, 855, 373, 875]
- answer-8: 9. ಹಗಲು: [736, 1074, 755, 1081]
- answer-11: 12. ಗೌಡ: [736, 1099, 755, 1106]
- cell: [542, 1137, 565, 1160]
- cell-block: [662, 1065, 685, 1088]
- sidebar-item-2-body2: ಮಹಿಳೆಯರ ವಿಭಾಗದಲ್ಲಿ ಸಂಜೀವಿನಿ 34:09.1 ಸೆಕೆಂಡುಗಳಲ್ಲಿ ಗುರಿ ತಲುಪಿ ಬೆಳ್ಳಿ ಪದಕ ಗೆದ್ದರು. ಪುರುಷರ ವಿಭಾಗದಲ್ಲಿ ಹರ್ಷ ಎರಡನೇ ಸ್ಥಾನ ಪಡೆದರು.: [10, 372, 153, 399]
- cell: 13: [662, 1209, 685, 1232]
- kiwi-body: ವೆಸ್ಟ್ ಇಂಡೀಸ್ ವಿರುದ್ಧದ ಮೊದಲ ಟೆಸ್ಟ್ ಪಂದ್ಯದಲ್ಲಿ ನ್ಯೂಜಿಲೆಂಡ್ 138 ರನ್ ಅಂತರದ ಭರ್ಜರಿ ಗೆಲುವು ಸಾಧಿಸಿತು. ಎರಡನೇ ಇನಿಂಗ್ಸ್‌ನಲ್ಲಿ 323 ರನ್ ಗುರಿ ಪಡೆದಿದ್ದ ವಿಂಡೀಸ್ ತಂಡ 184 ರನ್‌ಗೆ ಆಲೌಟ್ ಆಯಿತು.: [10, 1028, 160, 1065]
- gowtham-body: ಕರ್ನಾಟಕದ ಅನುಭವಿ ಆಲ್‌ರೌಂಡರ್ ಕೃಷ್ಣಪ್ಪ ಗೌತಮ್ ಎಲ್ಲಾ ಮಾದರಿಯ ಕ್ರಿಕೆಟ್‌ಗೆ ನಿವೃತ್ತಿ ಘೋಷಿಸಿದ್ದಾರೆ. ಕರ್ನಾಟಕ ಪರ ಹಲವು ಐತಿಹಾಸಿಕ ಗೆಲುವುಗಳಲ್ಲಿ ಅವರ ಪಾತ್ರ ಮಹತ್ವದ್ದಾಗಿತ್ತು.: [475, 667, 623, 694]
- kiwi-body2: ನ್ಯೂಜಿಲೆಂಡ್ ಪರ ಮ್ಯಾಟ್ ಹೆನ್ರಿ ನಾಲ್ಕು ವಿಕೆಟ್ ಪಡೆದು ಪಂದ್ಯಶ್ರೇಷ್ಠ ಗೌರವಕ್ಕೆ ಪಾತ್ರರಾದರು. ನಾಯಕ ಟಾಮ್ ಲಾಥಮ್ ಅರ್ಧಶತಕ ಬಾರಿಸಿದರು.: [272, 1173, 374, 1210]
